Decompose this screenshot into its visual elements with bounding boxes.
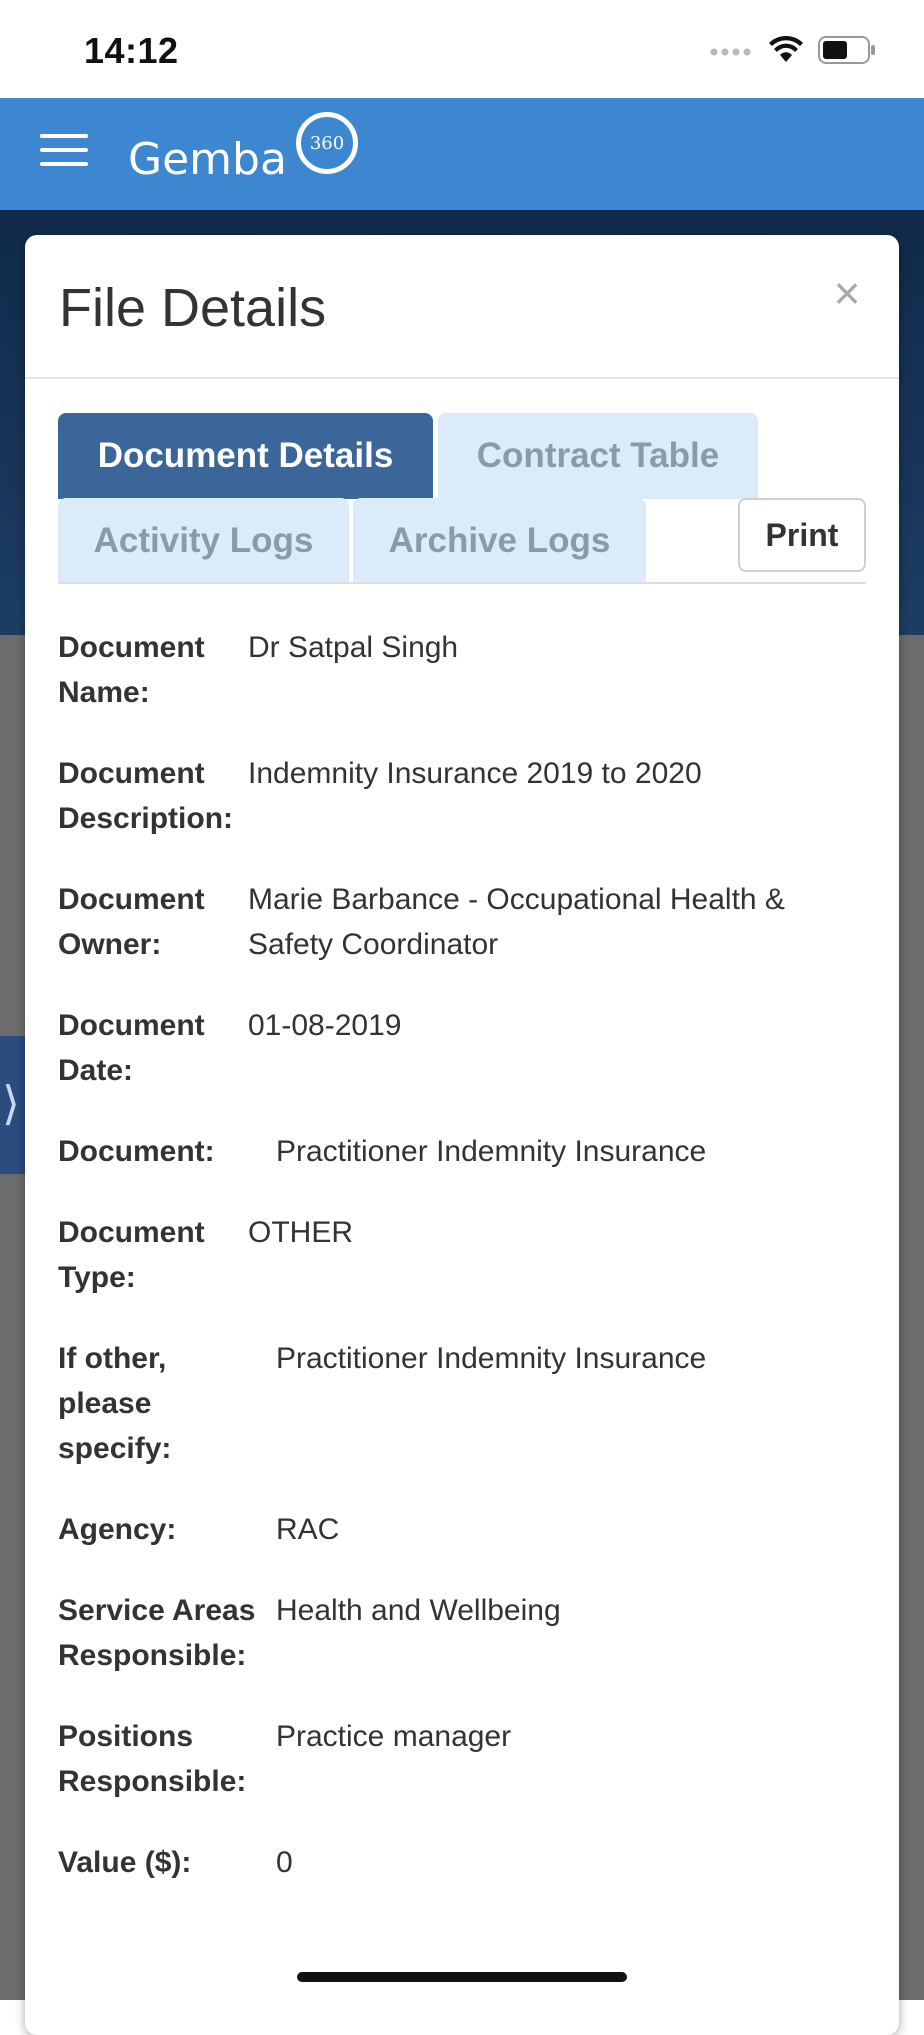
tab-document-details[interactable]: Document Details: [58, 413, 433, 499]
detail-row-document: [58, 1129, 866, 1174]
detail-row-agency: [58, 1507, 866, 1552]
detail-value: Practitioner Indemnity Insurance: [276, 1342, 707, 1375]
detail-label: Service Areas Responsible:: [58, 1594, 256, 1672]
detail-row-service-areas: [58, 1588, 866, 1678]
file-details-modal: [25, 235, 899, 2035]
backdrop-side-tab: [0, 1036, 26, 1174]
detail-label: Positions Responsible:: [58, 1720, 247, 1798]
status-time: 14:12: [84, 30, 179, 71]
detail-row-document-owner: [58, 877, 866, 967]
status-icons: [710, 34, 876, 66]
status-bar: [0, 0, 924, 98]
detail-row-if-other: [58, 1336, 866, 1471]
detail-label: Agency:: [58, 1513, 177, 1546]
chevron-right-icon: ⟩: [2, 1077, 20, 1129]
detail-value: Practice manager: [276, 1720, 512, 1753]
detail-value: Indemnity Insurance 2019 to 2020: [248, 757, 702, 790]
detail-value: Health and Wellbeing: [276, 1594, 561, 1627]
tab-activity-logs[interactable]: Activity Logs: [58, 498, 349, 584]
cellular-signal-icon: [710, 44, 754, 56]
hamburger-icon: [40, 134, 88, 138]
brand-name: Gemba: [128, 134, 287, 185]
detail-row-document-type: [58, 1210, 866, 1300]
detail-label: Document Owner:: [58, 883, 205, 961]
wifi-icon: [768, 36, 804, 64]
close-button[interactable]: ×: [833, 267, 861, 319]
home-indicator[interactable]: [297, 1972, 627, 1982]
modal-title: File Details: [59, 278, 327, 338]
tab-divider: [58, 582, 866, 584]
detail-row-positions: [58, 1714, 866, 1804]
menu-button[interactable]: [40, 134, 88, 174]
detail-row-document-name: [58, 625, 866, 715]
detail-label: Document Type:: [58, 1216, 205, 1294]
detail-label: Value ($):: [58, 1846, 192, 1879]
detail-label: Document Name:: [58, 631, 205, 709]
tab-contract-table[interactable]: Contract Table: [438, 413, 758, 499]
detail-row-document-description: [58, 751, 866, 841]
detail-value: Practitioner Indemnity Insurance: [276, 1135, 707, 1168]
app-header: [0, 98, 924, 210]
detail-value: Dr Satpal Singh: [248, 631, 459, 664]
detail-label: Document Description:: [58, 757, 234, 835]
tab-archive-logs[interactable]: Archive Logs: [353, 498, 646, 584]
detail-row-document-date: [58, 1003, 866, 1093]
detail-value: 01-08-2019: [248, 1009, 402, 1042]
battery-icon: [818, 36, 876, 64]
detail-value: OTHER: [248, 1216, 353, 1249]
detail-label: Document Date:: [58, 1009, 205, 1087]
detail-label: If other, please specify:: [58, 1342, 172, 1465]
detail-value: 0: [276, 1846, 293, 1879]
detail-label: Document:: [58, 1135, 215, 1168]
print-button[interactable]: Print: [738, 498, 866, 572]
modal-header: [25, 235, 899, 379]
detail-row-value: [58, 1840, 866, 1885]
document-details-list: [58, 625, 866, 1921]
hamburger-icon-line: [40, 162, 88, 166]
detail-value: RAC: [276, 1513, 340, 1546]
detail-value: Marie Barbance - Occupational Health & Safety Coordinator: [248, 883, 785, 961]
brand-badge-logo: 360: [296, 112, 358, 174]
hamburger-icon-line: [40, 148, 88, 152]
